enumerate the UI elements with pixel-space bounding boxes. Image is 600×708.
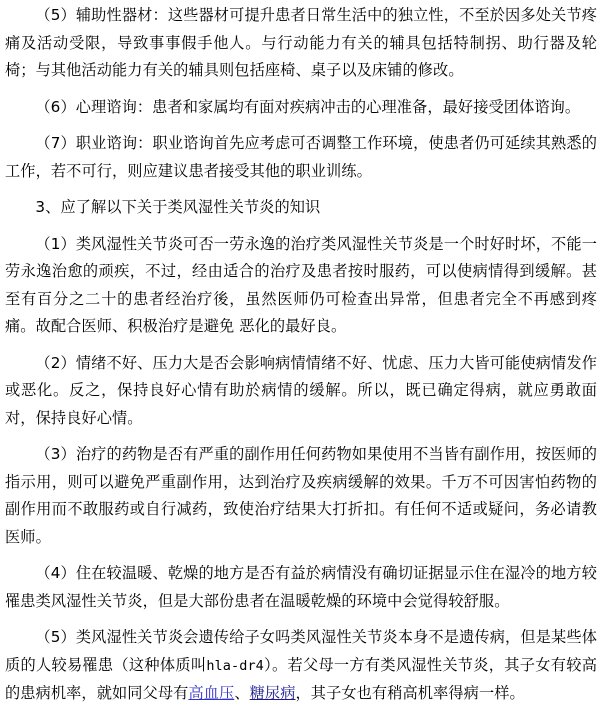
gene-code-text: hla-dr4 — [206, 657, 264, 674]
paragraph-question-1: （1）类风湿性关节炎可否一劳永逸的治疗类风湿性关节炎是一个时好时坏，不能一劳永逸治愈的顽疾，不过，经由适合的治疗及患者按时服药，可以使病情得到缓解。甚至有百分之二十的患者经治疗後，虽然医师仍可检查出异常，但患者完全不再感到疼痛。故配合医师、积极治疗是避免 恶化的最好良。 — [5, 234, 597, 335]
paragraph-text-segment: （5）类风湿性关节炎会遗传给子女吗类风湿性关节炎本身不是遗传病，但是某些体质的人较易罹患（这种体质叫 — [5, 628, 597, 674]
paragraph-question-4: （4）住在较温暖、乾燥的地方是否有益於病情没有确切证据显示住在湿冷的地方较罹患类风湿性关节炎，但是大部份患者在温暖乾燥的环境中会觉得较舒服。 — [5, 564, 597, 610]
paragraph-item-5: （5）辅助性器材：这些器材可提升患者日常生活中的独立性，不至於因多处关节疼痛及活动受限，导致事事假手他人。与行动能力有关的辅具包括特制拐、助行器及轮椅；与其他活动能力有关的辅具则包括座椅、桌子以及床铺的修改。 — [5, 6, 597, 79]
link-hypertension[interactable]: 高血压 — [188, 684, 235, 702]
paragraph-text-segment: ）。若父母一方有类风湿性关节炎，其子女有较高的患病机率，就如同父母有 — [5, 655, 597, 702]
section-heading-3: 3、应了解以下关于类风湿性关节炎的知识 — [35, 198, 321, 216]
paragraph-item-7: （7）职业谘询：职业谘询首先应考虑可否调整工作环境，使患者仍可延续其熟悉的工作，若不可行，则应建议患者接受其他的职业训练。 — [5, 134, 597, 180]
paragraph-text-segment: ，其子女也有稍高机率得病一样。 — [295, 684, 525, 702]
list-separator: 、 — [234, 684, 250, 702]
paragraph-question-5 — [5, 624, 597, 708]
paragraph-question-2: （2）情绪不好、压力大是否会影响病情情绪不好、忧虑、压力大皆可能使病情发作或恶化。反之，保持良好心情有助於病情的缓解。所以，既已确定得病，就应勇敢面对，保持良好心情。 — [5, 353, 597, 427]
paragraph-item-6: （6）心理谘询：患者和家属均有面对疾病冲击的心理准备，最好接受团体谘询。 — [35, 97, 581, 116]
link-diabetes[interactable]: 糖尿病 — [249, 684, 296, 702]
paragraph-question-3: （3）治疗的药物是否有严重的副作用任何药物如果使用不当皆有副作用，按医师的指示用，则可以避免严重副作用，达到治疗及疾病缓解的效果。千万不可因害怕药物的副作用而不敢服药或自行减药，致使治疗结果大打折扣。有任何不适或疑问，务必请教医师。 — [5, 445, 597, 546]
